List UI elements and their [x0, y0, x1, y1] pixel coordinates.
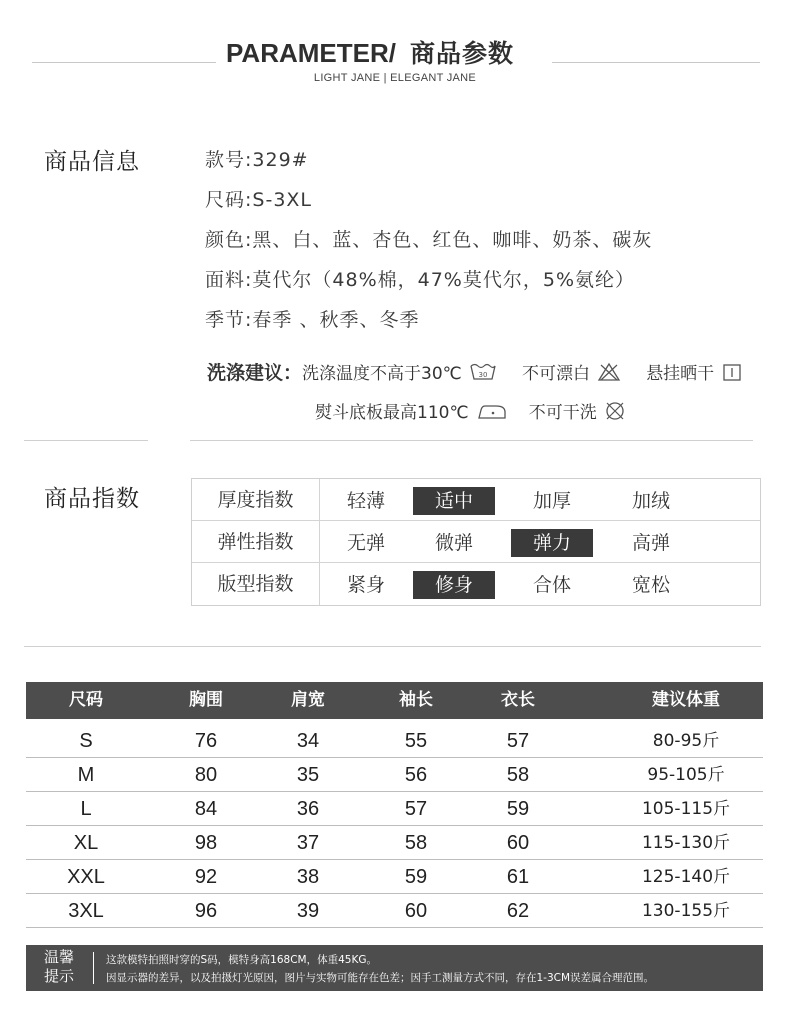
product-index-table: [191, 478, 761, 606]
size-cell-value: 37: [296, 832, 320, 854]
size-cell-value: 92: [194, 866, 218, 888]
info-row-size: 尺码:S-3XL: [205, 189, 313, 211]
size-cell-label: L: [80, 798, 92, 820]
care-line-1: [207, 358, 742, 387]
index-option-selected: 弹力: [511, 529, 593, 557]
care-item-dry-clean: 不可干洗: [528, 403, 597, 423]
size-cell-value: 80: [194, 764, 218, 786]
care-lead-label: 洗涤建议：: [207, 362, 303, 384]
size-cell-value: 60: [506, 832, 530, 854]
header-line-right: [552, 62, 760, 63]
no-bleach-icon: [597, 362, 621, 387]
notice-tag-line2: 提示: [43, 967, 74, 985]
size-table-row: [26, 758, 763, 792]
index-row-elasticity: [192, 521, 760, 563]
size-cell-value: 76: [194, 730, 218, 752]
info-row-season: 季节:春季 、秋季、冬季: [205, 309, 420, 331]
size-cell-value: 55: [404, 730, 428, 752]
size-header-cell: 衣长: [501, 690, 535, 710]
size-cell-value: 34: [296, 730, 320, 752]
size-cell-value: 36: [296, 798, 320, 820]
notice-separator: [93, 952, 94, 984]
size-cell-value: 125-140斤: [641, 867, 731, 887]
no-dry-clean-icon: [604, 400, 626, 427]
index-option: 轻薄: [346, 490, 385, 512]
size-cell-value: 38: [296, 866, 320, 888]
size-cell-value: 56: [404, 764, 428, 786]
size-cell-value: 58: [506, 764, 530, 786]
size-table-row: [26, 826, 763, 860]
index-option: 紧身: [346, 574, 385, 596]
size-cell-value: 96: [194, 900, 218, 922]
size-cell-value: 35: [296, 764, 320, 786]
size-cell-value: 57: [404, 798, 428, 820]
size-cell-label: XXL: [67, 866, 105, 888]
notice-tag: [34, 948, 84, 986]
index-row-thickness: [192, 479, 760, 521]
index-label: 弹性指数: [192, 521, 320, 563]
size-cell-value: 60: [404, 900, 428, 922]
notice-line-1: 这款模特拍照时穿的S码，模特身高168CM，体重45KG。: [106, 954, 377, 966]
iron-icon: [476, 401, 508, 426]
size-cell-label: 3XL: [68, 900, 104, 922]
index-label: 厚度指数: [192, 479, 320, 521]
header-line-left: [32, 62, 216, 63]
notice-line-2: 因显示器的差异，以及拍摄灯光原因，图片与实物可能存在色差；因手工测量方式不同，存在1-3CM误差属合理范围。: [106, 972, 655, 984]
size-cell-value: 95-105斤: [647, 765, 725, 785]
size-table-row: [26, 860, 763, 894]
size-cell-label: M: [77, 764, 95, 786]
size-cell-value: 39: [296, 900, 320, 922]
page-title: [226, 34, 556, 70]
care-item-hang: 悬挂晒干: [646, 364, 715, 384]
size-cell-value: 115-130斤: [641, 833, 731, 853]
divider-left: [24, 440, 148, 441]
size-header-cell: 肩宽: [291, 690, 325, 710]
index-option: 高弹: [631, 532, 670, 554]
divider-full: [24, 646, 761, 647]
size-cell-value: 59: [506, 798, 530, 820]
index-option: 加厚: [532, 490, 571, 512]
size-cell-label: S: [79, 730, 93, 752]
size-header-cell: 尺码: [69, 690, 103, 710]
index-option-selected: 适中: [413, 487, 495, 515]
size-header-cell: 建议体重: [652, 690, 720, 710]
size-cell-value: 130-155斤: [641, 901, 731, 921]
notice-banner: [26, 945, 763, 991]
index-option-selected: 修身: [413, 571, 495, 599]
notice-tag-line1: 温馨: [43, 948, 74, 966]
size-table-row: [26, 894, 763, 928]
index-option: 加绒: [631, 490, 670, 512]
product-info-title: 商品信息: [44, 149, 140, 175]
size-cell-value: 62: [506, 900, 530, 922]
index-row-fit: [192, 563, 760, 605]
size-cell-value: 84: [194, 798, 218, 820]
size-cell-value: 58: [404, 832, 428, 854]
index-option: 微弹: [434, 532, 473, 554]
care-item-bleach: 不可漂白: [521, 364, 590, 384]
info-row-style-number: 款号:329#: [205, 149, 309, 171]
index-option: 宽松: [631, 574, 670, 596]
size-cell-label: XL: [73, 832, 99, 854]
size-table-row: [26, 724, 763, 758]
care-item-iron: 熨斗底板最高110℃: [315, 403, 469, 423]
page-title-cn: 商品参数: [409, 39, 514, 68]
size-cell-value: 59: [404, 866, 428, 888]
size-header-cell: 胸围: [189, 690, 223, 710]
page-title-en: PARAMETER/: [226, 38, 396, 68]
page-subtitle: LIGHT JANE | ELEGANT JANE: [313, 72, 477, 84]
index-label: 版型指数: [192, 563, 320, 605]
care-item-wash: 洗涤温度不高于30℃: [302, 364, 462, 384]
wash-30-icon: [469, 362, 497, 387]
info-row-color: 颜色:黑、白、蓝、杏色、红色、咖啡、奶茶、碳灰: [205, 229, 653, 251]
size-cell-value: 105-115斤: [641, 799, 731, 819]
info-row-fabric: 面料:莫代尔（48%棉，47%莫代尔，5%氨纶）: [205, 269, 636, 291]
size-cell-value: 80-95斤: [652, 731, 720, 751]
size-table-header: [26, 682, 763, 719]
size-cell-value: 61: [506, 866, 530, 888]
index-option: 合体: [532, 574, 571, 596]
index-option: 无弹: [346, 532, 385, 554]
hang-dry-icon: [722, 362, 742, 387]
svg-text:30: 30: [478, 370, 488, 379]
size-cell-value: 57: [506, 730, 530, 752]
size-cell-value: 98: [194, 832, 218, 854]
divider-right: [190, 440, 753, 441]
product-index-title: 商品指数: [44, 486, 140, 512]
size-header-cell: 袖长: [399, 690, 433, 710]
size-table-row: [26, 792, 763, 826]
care-line-2: [315, 398, 626, 427]
